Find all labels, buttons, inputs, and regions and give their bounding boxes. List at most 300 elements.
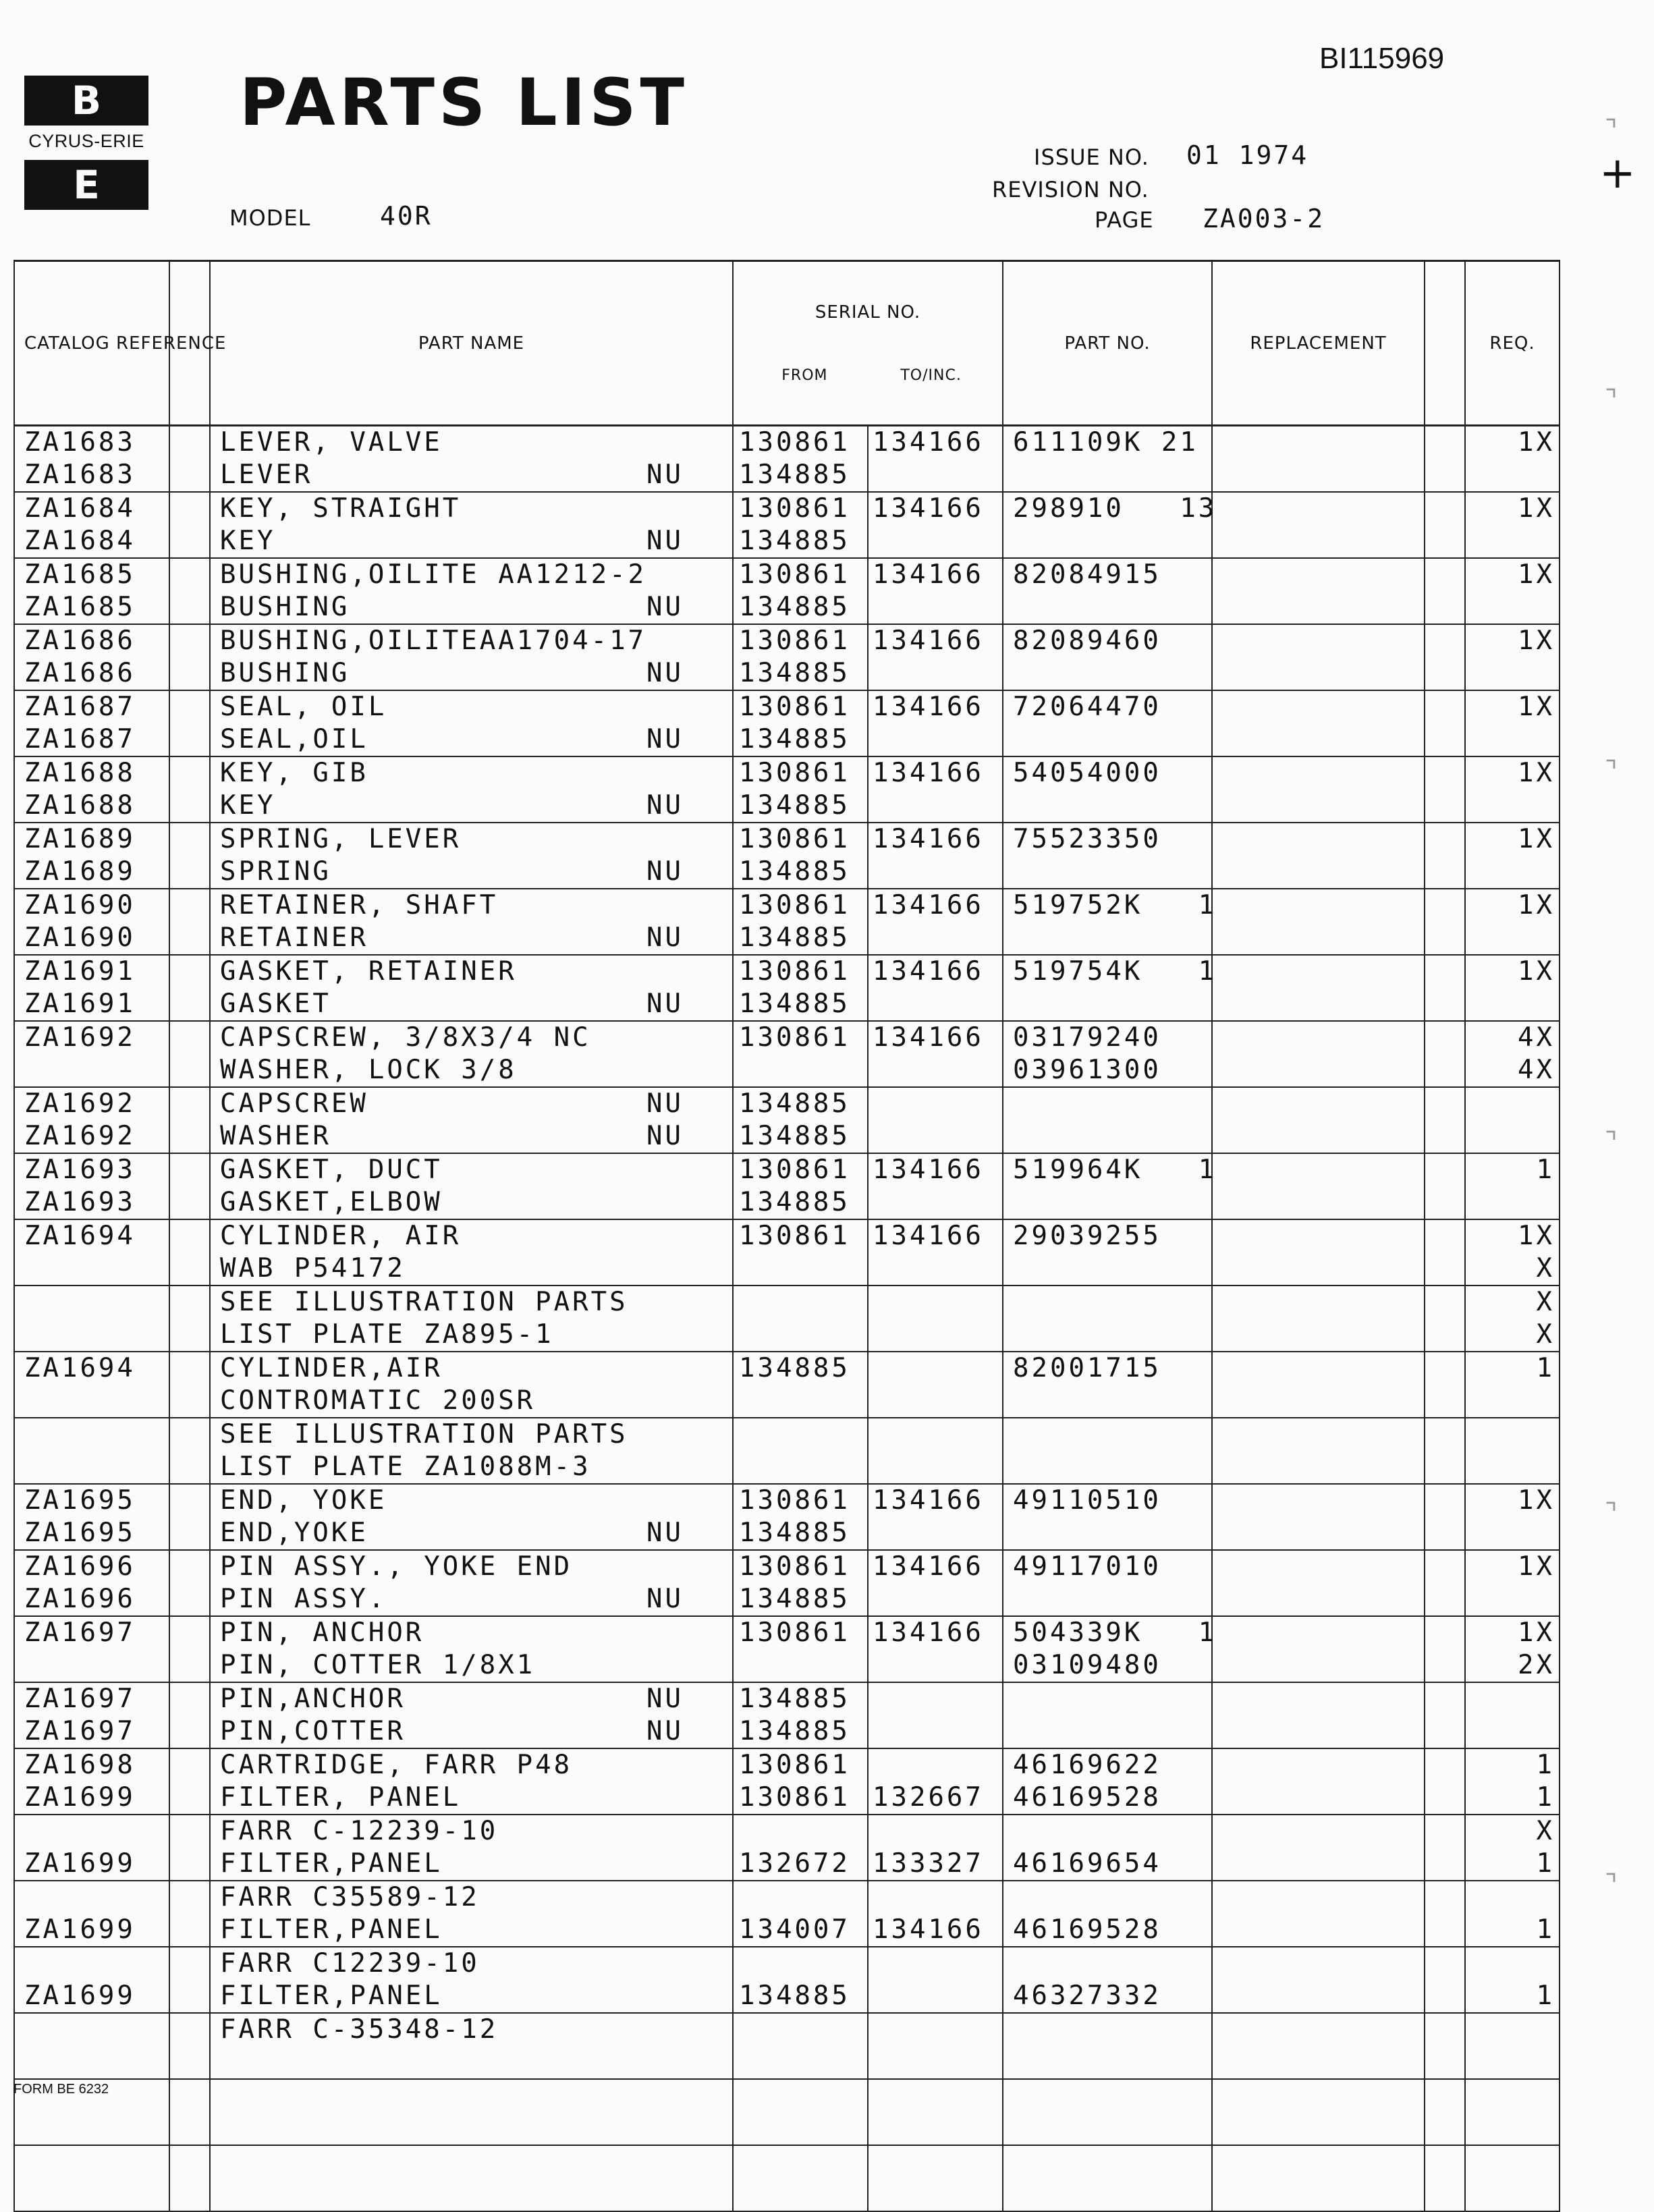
- part-no-cell: 519754K 1: [1003, 955, 1212, 988]
- spacer-cell: [169, 1285, 210, 1319]
- table-row: [14, 1153, 1560, 1186]
- spacer-cell: [169, 1616, 210, 1649]
- spacer-cell: [169, 1715, 210, 1748]
- serial-from-cell: [733, 1418, 868, 1451]
- serial-to-cell: [868, 1682, 1003, 1715]
- part-no-cell: 46327332: [1003, 1980, 1212, 2013]
- serial-from-cell: 134885: [733, 1120, 868, 1153]
- req-cell: [1465, 525, 1560, 558]
- serial-to-cell: [868, 723, 1003, 756]
- serial-to-cell: [868, 1517, 1003, 1550]
- not-used-flag: NU: [646, 592, 684, 622]
- spacer-cell: [169, 2178, 210, 2211]
- part-name-cell: [210, 2178, 733, 2211]
- part-name-cell: [210, 1583, 733, 1616]
- part-name-text: PIN, COTTER 1/8X1: [220, 1650, 536, 1680]
- part-name-text: CYLINDER,AIR: [220, 1353, 443, 1383]
- serial-to-cell: 134166: [868, 1021, 1003, 1054]
- not-used-flag: NU: [646, 724, 684, 754]
- part-name-text: END,YOKE: [220, 1518, 368, 1548]
- replacement-cell: [1212, 823, 1425, 856]
- spacer-cell: [1425, 1848, 1465, 1881]
- req-cell: [1465, 1120, 1560, 1153]
- catalog-cell: [14, 1815, 169, 1848]
- part-name-cell: [210, 426, 733, 460]
- req-cell: [1465, 1186, 1560, 1219]
- replacement-cell: [1212, 1352, 1425, 1385]
- req-cell: [1465, 1715, 1560, 1748]
- req-cell: X: [1465, 1815, 1560, 1848]
- catalog-cell: [14, 1881, 169, 1914]
- spacer-cell: [1425, 1252, 1465, 1285]
- serial-from-cell: [733, 1252, 868, 1285]
- table-row: [14, 756, 1560, 790]
- registration-mark-icon: +: [1599, 148, 1636, 198]
- table-row: [14, 1715, 1560, 1748]
- serial-from-cell: 134885: [733, 657, 868, 690]
- part-no-cell: [1003, 1087, 1212, 1120]
- part-name-text: CARTRIDGE, FARR P48: [220, 1750, 573, 1780]
- spacer-cell: [169, 1914, 210, 1947]
- part-name-cell: [210, 2112, 733, 2145]
- part-name-text: GASKET, RETAINER: [220, 956, 517, 987]
- catalog-cell: ZA1699: [14, 1914, 169, 1947]
- serial-to-cell: [868, 1352, 1003, 1385]
- issue-value: 01 1974: [1186, 140, 1309, 170]
- table-row: [14, 889, 1560, 922]
- part-name-cell: [210, 955, 733, 988]
- spacer-cell: [1425, 1947, 1465, 1980]
- serial-to-cell: [868, 2112, 1003, 2145]
- catalog-cell: ZA1693: [14, 1153, 169, 1186]
- part-name-text: END, YOKE: [220, 1485, 387, 1516]
- not-used-flag: NU: [646, 989, 684, 1019]
- serial-to-cell: 134166: [868, 492, 1003, 525]
- part-name-text: LIST PLATE ZA895-1: [220, 1319, 554, 1350]
- table-row: [14, 1682, 1560, 1715]
- part-name-cell: [210, 2013, 733, 2046]
- part-no-cell: [1003, 1319, 1212, 1352]
- header-serial-from: FROM: [781, 367, 828, 384]
- spacer-cell: [169, 1352, 210, 1385]
- part-name-cell: [210, 823, 733, 856]
- spacer-cell: [1425, 823, 1465, 856]
- part-no-cell: [1003, 657, 1212, 690]
- spacer-cell: [1425, 2178, 1465, 2211]
- serial-from-cell: 130861: [733, 955, 868, 988]
- replacement-cell: [1212, 2013, 1425, 2046]
- serial-from-cell: [733, 2013, 868, 2046]
- catalog-cell: ZA1685: [14, 591, 169, 624]
- serial-from-cell: 130861: [733, 624, 868, 657]
- req-cell: [1465, 657, 1560, 690]
- req-cell: 1: [1465, 1914, 1560, 1947]
- part-name-cell: [210, 2145, 733, 2178]
- spacer-cell: [169, 624, 210, 657]
- catalog-cell: [14, 2013, 169, 2046]
- part-name-text: FILTER,PANEL: [220, 1848, 443, 1879]
- replacement-cell: [1212, 1616, 1425, 1649]
- table-row: [14, 1219, 1560, 1252]
- serial-to-cell: 134166: [868, 889, 1003, 922]
- catalog-cell: ZA1699: [14, 1781, 169, 1815]
- serial-from-cell: 134885: [733, 1087, 868, 1120]
- spacer-cell: [169, 492, 210, 525]
- spacer-cell: [169, 1054, 210, 1087]
- spacer-cell: [1425, 1054, 1465, 1087]
- catalog-cell: ZA1689: [14, 856, 169, 889]
- spacer-cell: [169, 2046, 210, 2079]
- replacement-cell: [1212, 1815, 1425, 1848]
- spacer-cell: [1425, 1153, 1465, 1186]
- part-no-cell: 504339K 1: [1003, 1616, 1212, 1649]
- spacer-cell: [1425, 2079, 1465, 2112]
- not-used-flag: NU: [646, 856, 684, 887]
- part-name-cell: [210, 1649, 733, 1682]
- spacer-cell: [1425, 1748, 1465, 1781]
- req-cell: 1X: [1465, 1484, 1560, 1517]
- page-value: ZA003-2: [1203, 204, 1325, 233]
- req-cell: 1: [1465, 1848, 1560, 1881]
- req-cell: [1465, 2145, 1560, 2178]
- spacer-cell: [169, 1087, 210, 1120]
- catalog-cell: ZA1698: [14, 1748, 169, 1781]
- serial-to-cell: 134166: [868, 624, 1003, 657]
- company-name: CYRUS-ERIE: [28, 131, 144, 151]
- serial-to-cell: [868, 459, 1003, 492]
- table-row: [14, 1550, 1560, 1583]
- spacer-cell: [169, 988, 210, 1021]
- part-name-text: PIN ASSY.: [220, 1584, 387, 1614]
- part-name-text: BUSHING: [220, 658, 350, 688]
- table-row: [14, 1947, 1560, 1980]
- req-cell: [1465, 459, 1560, 492]
- serial-from-cell: [733, 1815, 868, 1848]
- req-cell: 1: [1465, 1153, 1560, 1186]
- model-value: 40R: [380, 201, 433, 231]
- req-cell: [1465, 790, 1560, 823]
- part-name-cell: [210, 1980, 733, 2013]
- serial-to-cell: [868, 1385, 1003, 1418]
- part-name-cell: [210, 1352, 733, 1385]
- not-used-flag: NU: [646, 1684, 684, 1714]
- replacement-cell: [1212, 723, 1425, 756]
- spacer-cell: [1425, 1517, 1465, 1550]
- part-name-cell: [210, 1451, 733, 1484]
- catalog-cell: ZA1686: [14, 624, 169, 657]
- spacer-cell: [1425, 1120, 1465, 1153]
- spacer-cell: [1425, 1815, 1465, 1848]
- parts-table: [13, 260, 1560, 2212]
- req-cell: [1465, 2079, 1560, 2112]
- catalog-cell: [14, 2112, 169, 2145]
- replacement-cell: [1212, 624, 1425, 657]
- company-logo: [24, 76, 148, 210]
- table-row: [14, 1021, 1560, 1054]
- catalog-cell: ZA1692: [14, 1120, 169, 1153]
- catalog-cell: ZA1685: [14, 558, 169, 591]
- serial-from-cell: 134885: [733, 1517, 868, 1550]
- replacement-cell: [1212, 1748, 1425, 1781]
- table-row: [14, 1781, 1560, 1815]
- spacer-cell: [1425, 459, 1465, 492]
- part-no-cell: [1003, 1186, 1212, 1219]
- part-name-text: FARR C-12239-10: [220, 1816, 499, 1846]
- part-name-cell: [210, 756, 733, 790]
- spacer-cell: [169, 1153, 210, 1186]
- header-serial: [733, 261, 1003, 426]
- replacement-cell: [1212, 1219, 1425, 1252]
- serial-from-cell: 134885: [733, 459, 868, 492]
- not-used-flag: NU: [646, 1584, 684, 1614]
- table-row: [14, 988, 1560, 1021]
- catalog-cell: ZA1690: [14, 889, 169, 922]
- hole-mark-icon: ⌝: [1605, 385, 1618, 416]
- part-name-text: LEVER, VALVE: [220, 427, 443, 458]
- issue-label: ISSUE NO.: [1034, 144, 1149, 170]
- spacer-cell: [169, 426, 210, 460]
- spacer-cell: [1425, 2145, 1465, 2178]
- table-row: [14, 1087, 1560, 1120]
- part-name-text: PIN,ANCHOR: [220, 1684, 406, 1714]
- part-name-text: WASHER: [220, 1121, 331, 1151]
- req-cell: X: [1465, 1285, 1560, 1319]
- spacer-cell: [1425, 2013, 1465, 2046]
- table-row: [14, 922, 1560, 955]
- part-name-text: CONTROMATIC 200SR: [220, 1385, 536, 1416]
- spacer-cell: [169, 2079, 210, 2112]
- serial-to-cell: 134166: [868, 1914, 1003, 1947]
- not-used-flag: NU: [646, 658, 684, 688]
- table-row: [14, 1848, 1560, 1881]
- table-row: [14, 1616, 1560, 1649]
- replacement-cell: [1212, 1120, 1425, 1153]
- serial-from-cell: 130861: [733, 1550, 868, 1583]
- spacer-cell: [1425, 1418, 1465, 1451]
- replacement-cell: [1212, 1385, 1425, 1418]
- serial-from-cell: 134007: [733, 1914, 868, 1947]
- not-used-flag: NU: [646, 1088, 684, 1119]
- serial-to-cell: [868, 1319, 1003, 1352]
- serial-from-cell: 130861: [733, 426, 868, 460]
- part-name-cell: [210, 1748, 733, 1781]
- catalog-cell: ZA1692: [14, 1021, 169, 1054]
- part-no-cell: [1003, 2046, 1212, 2079]
- catalog-cell: [14, 1451, 169, 1484]
- part-name-cell: [210, 459, 733, 492]
- serial-to-cell: 134166: [868, 955, 1003, 988]
- part-name-text: FILTER,PANEL: [220, 1981, 443, 2011]
- replacement-cell: [1212, 690, 1425, 723]
- part-name-cell: [210, 558, 733, 591]
- serial-from-cell: 134885: [733, 1583, 868, 1616]
- serial-to-cell: [868, 591, 1003, 624]
- spacer-cell: [169, 1583, 210, 1616]
- catalog-cell: ZA1694: [14, 1219, 169, 1252]
- spacer-cell: [169, 1451, 210, 1484]
- serial-from-cell: 130861: [733, 1616, 868, 1649]
- not-used-flag: NU: [646, 460, 684, 490]
- serial-from-cell: 134885: [733, 525, 868, 558]
- table-row: [14, 459, 1560, 492]
- spacer-cell: [169, 2145, 210, 2178]
- serial-to-cell: [868, 988, 1003, 1021]
- part-no-cell: 03109480: [1003, 1649, 1212, 1682]
- serial-from-cell: [733, 1451, 868, 1484]
- serial-to-cell: [868, 1054, 1003, 1087]
- part-no-cell: 519752K 1: [1003, 889, 1212, 922]
- serial-from-cell: [733, 1947, 868, 1980]
- req-cell: [1465, 922, 1560, 955]
- part-no-cell: 519964K 1: [1003, 1153, 1212, 1186]
- table-row: [14, 426, 1560, 460]
- part-no-cell: 49117010: [1003, 1550, 1212, 1583]
- serial-to-cell: [868, 2145, 1003, 2178]
- serial-from-cell: [733, 1319, 868, 1352]
- req-cell: 1X: [1465, 955, 1560, 988]
- serial-to-cell: [868, 1947, 1003, 1980]
- table-row: [14, 856, 1560, 889]
- part-name-cell: [210, 790, 733, 823]
- serial-to-cell: 134166: [868, 690, 1003, 723]
- replacement-cell: [1212, 1583, 1425, 1616]
- req-cell: 1X: [1465, 1550, 1560, 1583]
- req-cell: 1X: [1465, 492, 1560, 525]
- part-name-cell: [210, 492, 733, 525]
- req-cell: 1: [1465, 1781, 1560, 1815]
- page-label: PAGE: [1095, 207, 1154, 233]
- serial-to-cell: [868, 1120, 1003, 1153]
- catalog-cell: ZA1699: [14, 1848, 169, 1881]
- not-used-flag: NU: [646, 526, 684, 556]
- serial-from-cell: 130861: [733, 1153, 868, 1186]
- req-cell: 1X: [1465, 624, 1560, 657]
- part-name-cell: [210, 1186, 733, 1219]
- req-cell: [1465, 2112, 1560, 2145]
- replacement-cell: [1212, 988, 1425, 1021]
- serial-to-cell: 134166: [868, 1219, 1003, 1252]
- req-cell: [1465, 2013, 1560, 2046]
- serial-from-cell: 130861: [733, 889, 868, 922]
- part-no-cell: [1003, 988, 1212, 1021]
- serial-to-cell: [868, 2178, 1003, 2211]
- table-row: [14, 591, 1560, 624]
- replacement-cell: [1212, 1451, 1425, 1484]
- revision-label: REVISION NO.: [992, 177, 1149, 202]
- spacer-cell: [169, 1980, 210, 2013]
- spacer-cell: [169, 1815, 210, 1848]
- serial-to-cell: [868, 1583, 1003, 1616]
- part-name-text: CAPSCREW, 3/8X3/4 NC: [220, 1022, 591, 1053]
- req-cell: [1465, 1947, 1560, 1980]
- req-cell: 1X: [1465, 1616, 1560, 1649]
- catalog-cell: [14, 1319, 169, 1352]
- part-name-cell: [210, 690, 733, 723]
- part-name-cell: [210, 1715, 733, 1748]
- req-cell: X: [1465, 1252, 1560, 1285]
- spacer-cell: [1425, 1649, 1465, 1682]
- replacement-cell: [1212, 1484, 1425, 1517]
- catalog-cell: [14, 1947, 169, 1980]
- serial-to-cell: [868, 1186, 1003, 1219]
- logo-b-block: [24, 76, 148, 126]
- spacer-cell: [169, 2112, 210, 2145]
- serial-from-cell: 134885: [733, 856, 868, 889]
- part-name-text: BUSHING,OILITE AA1212-2: [220, 559, 647, 590]
- hole-mark-icon: ⌝: [1605, 1869, 1618, 1900]
- serial-from-cell: [733, 2145, 868, 2178]
- part-name-text: LEVER: [220, 460, 313, 490]
- part-name-cell: [210, 1219, 733, 1252]
- spacer-cell: [169, 459, 210, 492]
- serial-from-cell: 134885: [733, 988, 868, 1021]
- req-cell: 1X: [1465, 690, 1560, 723]
- serial-from-cell: [733, 1285, 868, 1319]
- part-name-cell: [210, 856, 733, 889]
- not-used-flag: NU: [646, 790, 684, 821]
- table-row: [14, 823, 1560, 856]
- serial-to-cell: 134166: [868, 823, 1003, 856]
- spacer-cell: [1425, 492, 1465, 525]
- serial-from-cell: 134885: [733, 1715, 868, 1748]
- part-no-cell: [1003, 1947, 1212, 1980]
- serial-from-cell: [733, 1649, 868, 1682]
- catalog-cell: ZA1683: [14, 459, 169, 492]
- part-name-cell: [210, 1881, 733, 1914]
- spacer-cell: [169, 1219, 210, 1252]
- header-part-name: PART NAME: [210, 261, 733, 426]
- req-cell: [1465, 1682, 1560, 1715]
- table-row: [14, 1054, 1560, 1087]
- spacer-cell: [1425, 922, 1465, 955]
- part-name-cell: [210, 2046, 733, 2079]
- part-name-text: KEY: [220, 790, 276, 821]
- req-cell: [1465, 1881, 1560, 1914]
- serial-to-cell: 134166: [868, 1153, 1003, 1186]
- serial-to-cell: [868, 1418, 1003, 1451]
- part-no-cell: 298910 13: [1003, 492, 1212, 525]
- spacer-cell: [169, 1252, 210, 1285]
- part-no-cell: [1003, 1517, 1212, 1550]
- part-name-text: RETAINER, SHAFT: [220, 890, 499, 920]
- model-label: MODEL: [229, 205, 311, 231]
- spacer-cell: [1425, 690, 1465, 723]
- header-catalog: CATALOG REFERENCE: [14, 261, 169, 426]
- serial-to-cell: [868, 657, 1003, 690]
- spacer-cell: [1425, 856, 1465, 889]
- not-used-flag: NU: [646, 922, 684, 953]
- logo-letter-b: B: [71, 78, 102, 123]
- catalog-cell: ZA1694: [14, 1352, 169, 1385]
- not-used-flag: NU: [646, 1716, 684, 1746]
- catalog-cell: [14, 1385, 169, 1418]
- table-row: [14, 1583, 1560, 1616]
- table-row: [14, 525, 1560, 558]
- table-row: [14, 1914, 1560, 1947]
- serial-from-cell: [733, 2046, 868, 2079]
- table-row: [14, 1980, 1560, 2013]
- replacement-cell: [1212, 856, 1425, 889]
- spacer-cell: [1425, 1484, 1465, 1517]
- req-cell: 1X: [1465, 1219, 1560, 1252]
- serial-to-cell: [868, 2079, 1003, 2112]
- replacement-cell: [1212, 1881, 1425, 1914]
- header-serial-label: SERIAL NO.: [815, 302, 921, 323]
- spacer-cell: [169, 2013, 210, 2046]
- catalog-cell: [14, 1252, 169, 1285]
- catalog-cell: ZA1687: [14, 723, 169, 756]
- spacer-cell: [169, 856, 210, 889]
